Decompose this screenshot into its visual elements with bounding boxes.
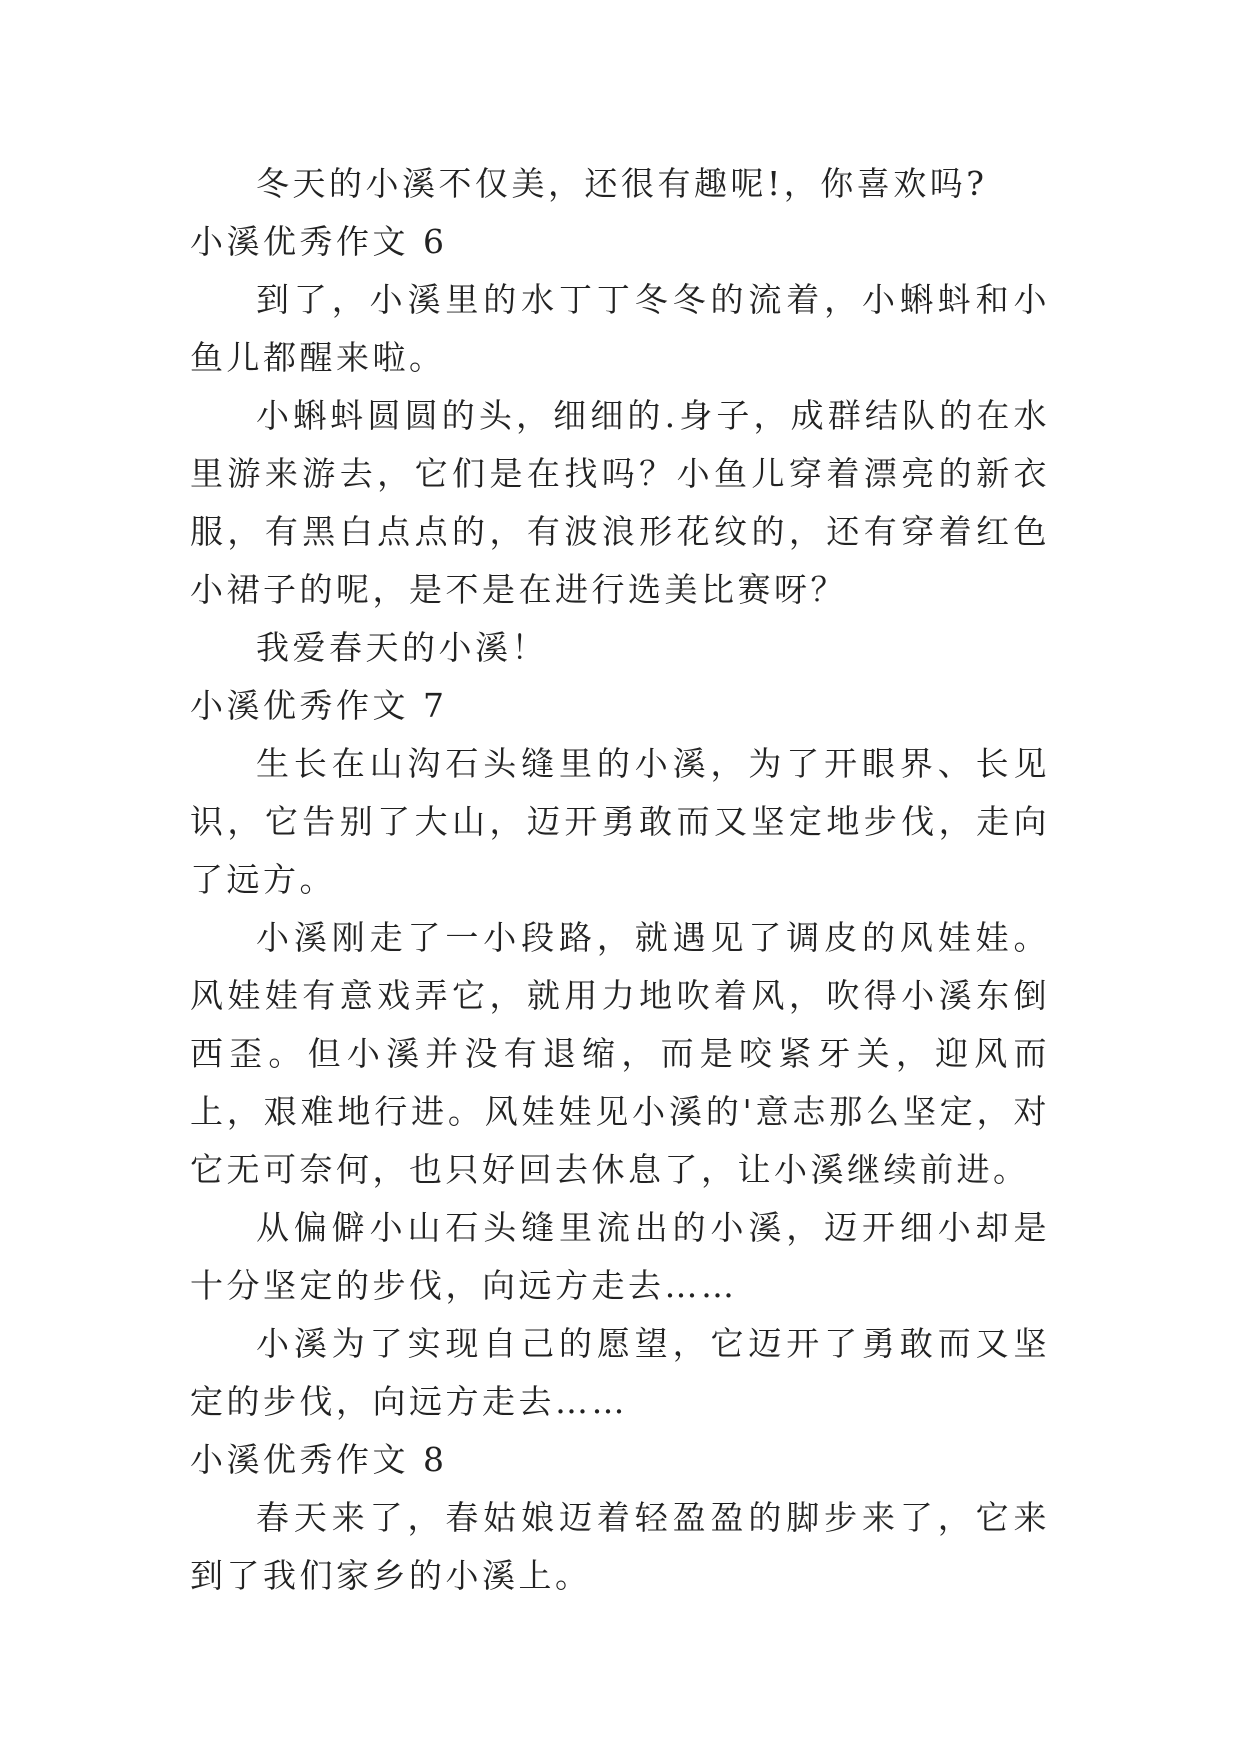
section-heading: 小溪优秀作文 6	[190, 222, 448, 261]
document-body	[190, 155, 1050, 1605]
paragraph: 小溪为了实现自己的愿望，它迈开了勇敢而又坚定的步伐，向远方走去……	[190, 1324, 1050, 1421]
paragraph: 春天来了，春姑娘迈着轻盈盈的脚步来了，它来到了我们家乡的小溪上。	[190, 1498, 1050, 1595]
section-heading: 小溪优秀作文 8	[190, 1440, 448, 1479]
paragraph: 生长在山沟石头缝里的小溪，为了开眼界、长见识，它告别了大山，迈开勇敢而又坚定地步伐，走向了远方。	[190, 744, 1050, 899]
paragraph: 冬天的小溪不仅美，还很有趣呢!，你喜欢吗?	[256, 164, 988, 203]
paragraph: 小蝌蚪圆圆的头，细细的.身子，成群结队的在水里游来游去，它们是在找吗？小鱼儿穿着漂亮的新衣服，有黑白点点的，有波浪形花纹的，还有穿着红色小裙子的呢，是不是在进行选美比赛呀？	[190, 396, 1050, 609]
section-heading: 小溪优秀作文 7	[190, 686, 448, 725]
paragraph: 从偏僻小山石头缝里流出的小溪，迈开细小却是十分坚定的步伐，向远方走去……	[190, 1208, 1050, 1305]
paragraph: 我爱春天的小溪！	[256, 628, 548, 667]
paragraph: 到了，小溪里的水丁丁冬冬的流着，小蝌蚪和小鱼儿都醒来啦。	[190, 280, 1050, 377]
paragraph: 小溪刚走了一小段路，就遇见了调皮的风娃娃。风娃娃有意戏弄它，就用力地吹着风，吹得小溪东倒西歪。但小溪并没有退缩，而是咬紧牙关，迎风而上，艰难地行进。风娃娃见小溪的'意志那么坚定，对它无可奈何，也只好回去休息了，让小溪继续前进。	[190, 918, 1050, 1189]
